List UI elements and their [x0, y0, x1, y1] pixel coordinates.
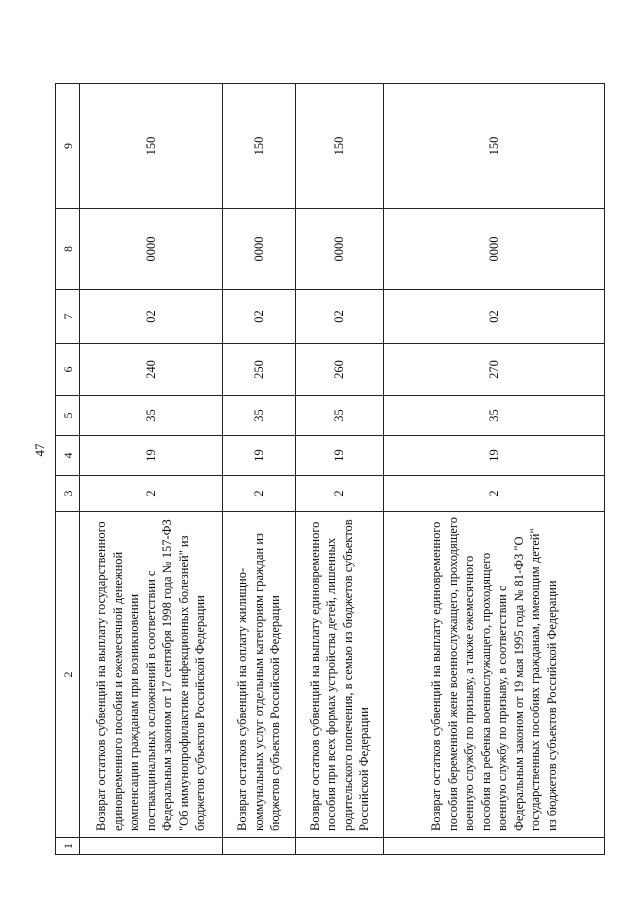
row-description: Возврат остатков субвенций на выплату единовременного пособия при всех формах устройства детей, лишенных родительского попечения, в семью из бюджетов субъектов Российской Федерации	[296, 512, 384, 838]
code-cell-7: 02	[223, 290, 296, 344]
header-row	[56, 84, 80, 855]
code-cell-5: 35	[223, 396, 296, 436]
code-cell-3: 2	[296, 476, 384, 512]
row-number-cell	[384, 838, 605, 855]
code-cell-6: 260	[296, 344, 384, 396]
code-cell-5: 35	[296, 396, 384, 436]
code-cell-7: 02	[80, 290, 223, 344]
code-cell-9: 150	[223, 84, 296, 209]
table-row	[296, 84, 384, 855]
table-row	[384, 84, 605, 855]
code-cell-9: 150	[384, 84, 605, 209]
header-col-8: 8	[56, 209, 80, 290]
code-cell-8: 0000	[223, 209, 296, 290]
code-cell-4: 19	[223, 436, 296, 476]
code-cell-8: 0000	[80, 209, 223, 290]
code-cell-5: 35	[80, 396, 223, 436]
rotated-table-container	[55, 84, 604, 855]
header-col-6: 6	[56, 344, 80, 396]
header-col-3: 3	[56, 476, 80, 512]
code-cell-5: 35	[384, 396, 605, 436]
header-col-5: 5	[56, 396, 80, 436]
row-number-cell	[223, 838, 296, 855]
code-cell-7: 02	[296, 290, 384, 344]
code-cell-3: 2	[384, 476, 605, 512]
code-cell-4: 19	[296, 436, 384, 476]
code-cell-9: 150	[80, 84, 223, 209]
row-description: Возврат остатков субвенций на выплату единовременного пособия беременной жене военнослужащего, проходящего военную службу по призыву, а также ежемесячного пособия на ребенка военнослужащего, проходящего военную службу по призыву, в соответствии с Федеральным законом от 19 мая 1995 года № 81-ФЗ "О государственных пособиях гражданам, имеющим детей" из бюджетов субъектов Российской Федерации	[384, 512, 605, 838]
budget-table	[55, 83, 605, 855]
code-cell-6: 250	[223, 344, 296, 396]
code-cell-3: 2	[80, 476, 223, 512]
page-number: 47	[32, 443, 47, 457]
code-cell-9: 150	[296, 84, 384, 209]
header-col-7: 7	[56, 290, 80, 344]
code-cell-7: 02	[384, 290, 605, 344]
header-col-4: 4	[56, 436, 80, 476]
table-row	[223, 84, 296, 855]
code-cell-8: 0000	[384, 209, 605, 290]
row-description: Возврат остатков субвенций на выплату государственного единовременного пособия и ежемесячной денежной компенсации гражданам при возникновении поствакцинальных осложнений в соответствии с Федеральным законом от 17 сентября 1998 года № 157-ФЗ "Об иммунопрофилактике инфекционных болезней" из бюджетов субъектов Российской Федерации	[80, 512, 223, 838]
code-cell-4: 19	[384, 436, 605, 476]
table-row	[80, 84, 223, 855]
header-col-2: 2	[56, 512, 80, 838]
code-cell-4: 19	[80, 436, 223, 476]
row-number-cell	[80, 838, 223, 855]
code-cell-3: 2	[223, 476, 296, 512]
code-cell-6: 270	[384, 344, 605, 396]
code-cell-8: 0000	[296, 209, 384, 290]
code-cell-6: 240	[80, 344, 223, 396]
header-col-1: 1	[56, 838, 80, 855]
header-col-9: 9	[56, 84, 80, 209]
row-number-cell	[296, 838, 384, 855]
row-description: Возврат остатков субвенций на оплату жилищно-коммунальных услуг отдельным категориям граждан из бюджетов субъектов Российской Федерации	[223, 512, 296, 838]
